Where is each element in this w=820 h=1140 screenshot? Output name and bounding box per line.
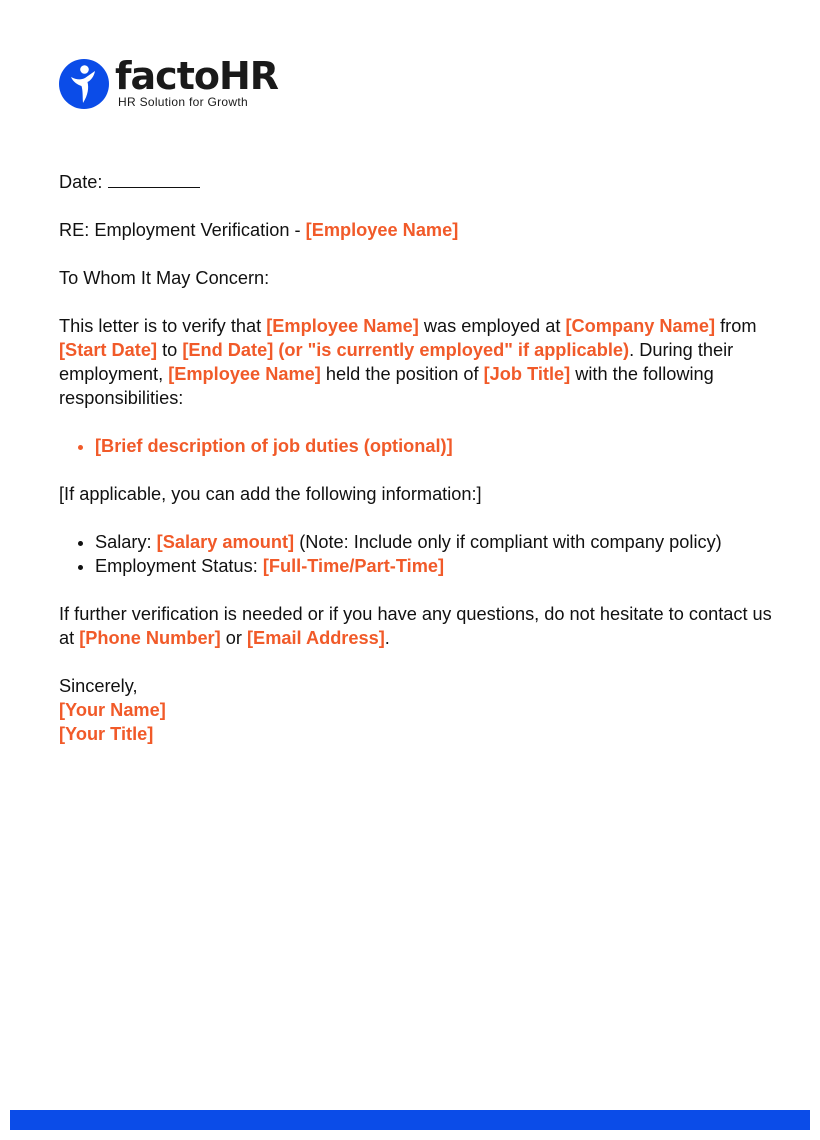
contact-paragraph xyxy=(59,602,779,650)
salary-item xyxy=(95,530,779,554)
company-name-placeholder: [Company Name] xyxy=(565,316,716,336)
verification-paragraph xyxy=(59,314,779,410)
body-text-3: from xyxy=(720,316,757,336)
contact-text-1: If further verification is needed or if you have any questions, do not hesitate to contact us at xyxy=(59,604,772,648)
footer-bar xyxy=(10,1110,810,1130)
optional-intro: [If applicable, you can add the following information:] xyxy=(59,484,482,504)
body-text-2: was employed at xyxy=(423,316,561,336)
end-date-placeholder: [End Date] (or "is currently employed" if applicable) xyxy=(182,340,630,360)
subject-prefix: RE: Employment Verification - xyxy=(59,220,301,240)
status-label: Employment Status: xyxy=(95,556,258,576)
status-item xyxy=(95,554,779,578)
your-name-placeholder: [Your Name] xyxy=(59,700,166,720)
body-text-1: This letter is to verify that xyxy=(59,316,262,336)
employee-name-placeholder: [Employee Name] xyxy=(266,316,419,336)
factohr-logo-icon xyxy=(59,59,109,109)
salary-note: (Note: Include only if compliant with company policy) xyxy=(299,532,722,552)
brand-name: factoHR xyxy=(115,54,279,98)
letter-body xyxy=(59,170,779,746)
date-blank xyxy=(108,170,200,188)
date-line xyxy=(59,170,779,194)
duties-list xyxy=(59,434,779,458)
closing: Sincerely, xyxy=(59,676,138,696)
employee-name-placeholder-2: [Employee Name] xyxy=(168,364,321,384)
contact-text-3: . xyxy=(384,628,390,648)
start-date-placeholder: [Start Date] xyxy=(59,340,158,360)
subject-line xyxy=(59,218,779,242)
salutation: To Whom It May Concern: xyxy=(59,268,270,288)
subject-employee-placeholder: [Employee Name] xyxy=(305,220,459,240)
salary-label: Salary: xyxy=(95,532,152,552)
date-label: Date: xyxy=(59,172,103,192)
duties-item: • [Brief description of job duties (optional)] xyxy=(95,434,779,458)
brand-tagline: HR Solution for Growth xyxy=(118,95,248,109)
email-placeholder: [Email Address] xyxy=(247,628,385,648)
your-title-placeholder: [Your Title] xyxy=(59,724,154,744)
status-placeholder: [Full-Time/Part-Time] xyxy=(262,556,445,576)
body-text-6: held the position of xyxy=(325,364,479,384)
body-text-4: to xyxy=(162,340,178,360)
contact-text-2: or xyxy=(225,628,242,648)
body-text-7: with the following responsibilities: xyxy=(59,364,714,408)
factohr-logo xyxy=(59,54,279,109)
optional-info-list xyxy=(59,530,779,578)
body-text-5: . During their employment, xyxy=(59,340,734,384)
job-title-placeholder: [Job Title] xyxy=(483,364,571,384)
salary-placeholder: [Salary amount] xyxy=(156,532,295,552)
signoff xyxy=(59,674,779,746)
phone-placeholder: [Phone Number] xyxy=(79,628,221,648)
